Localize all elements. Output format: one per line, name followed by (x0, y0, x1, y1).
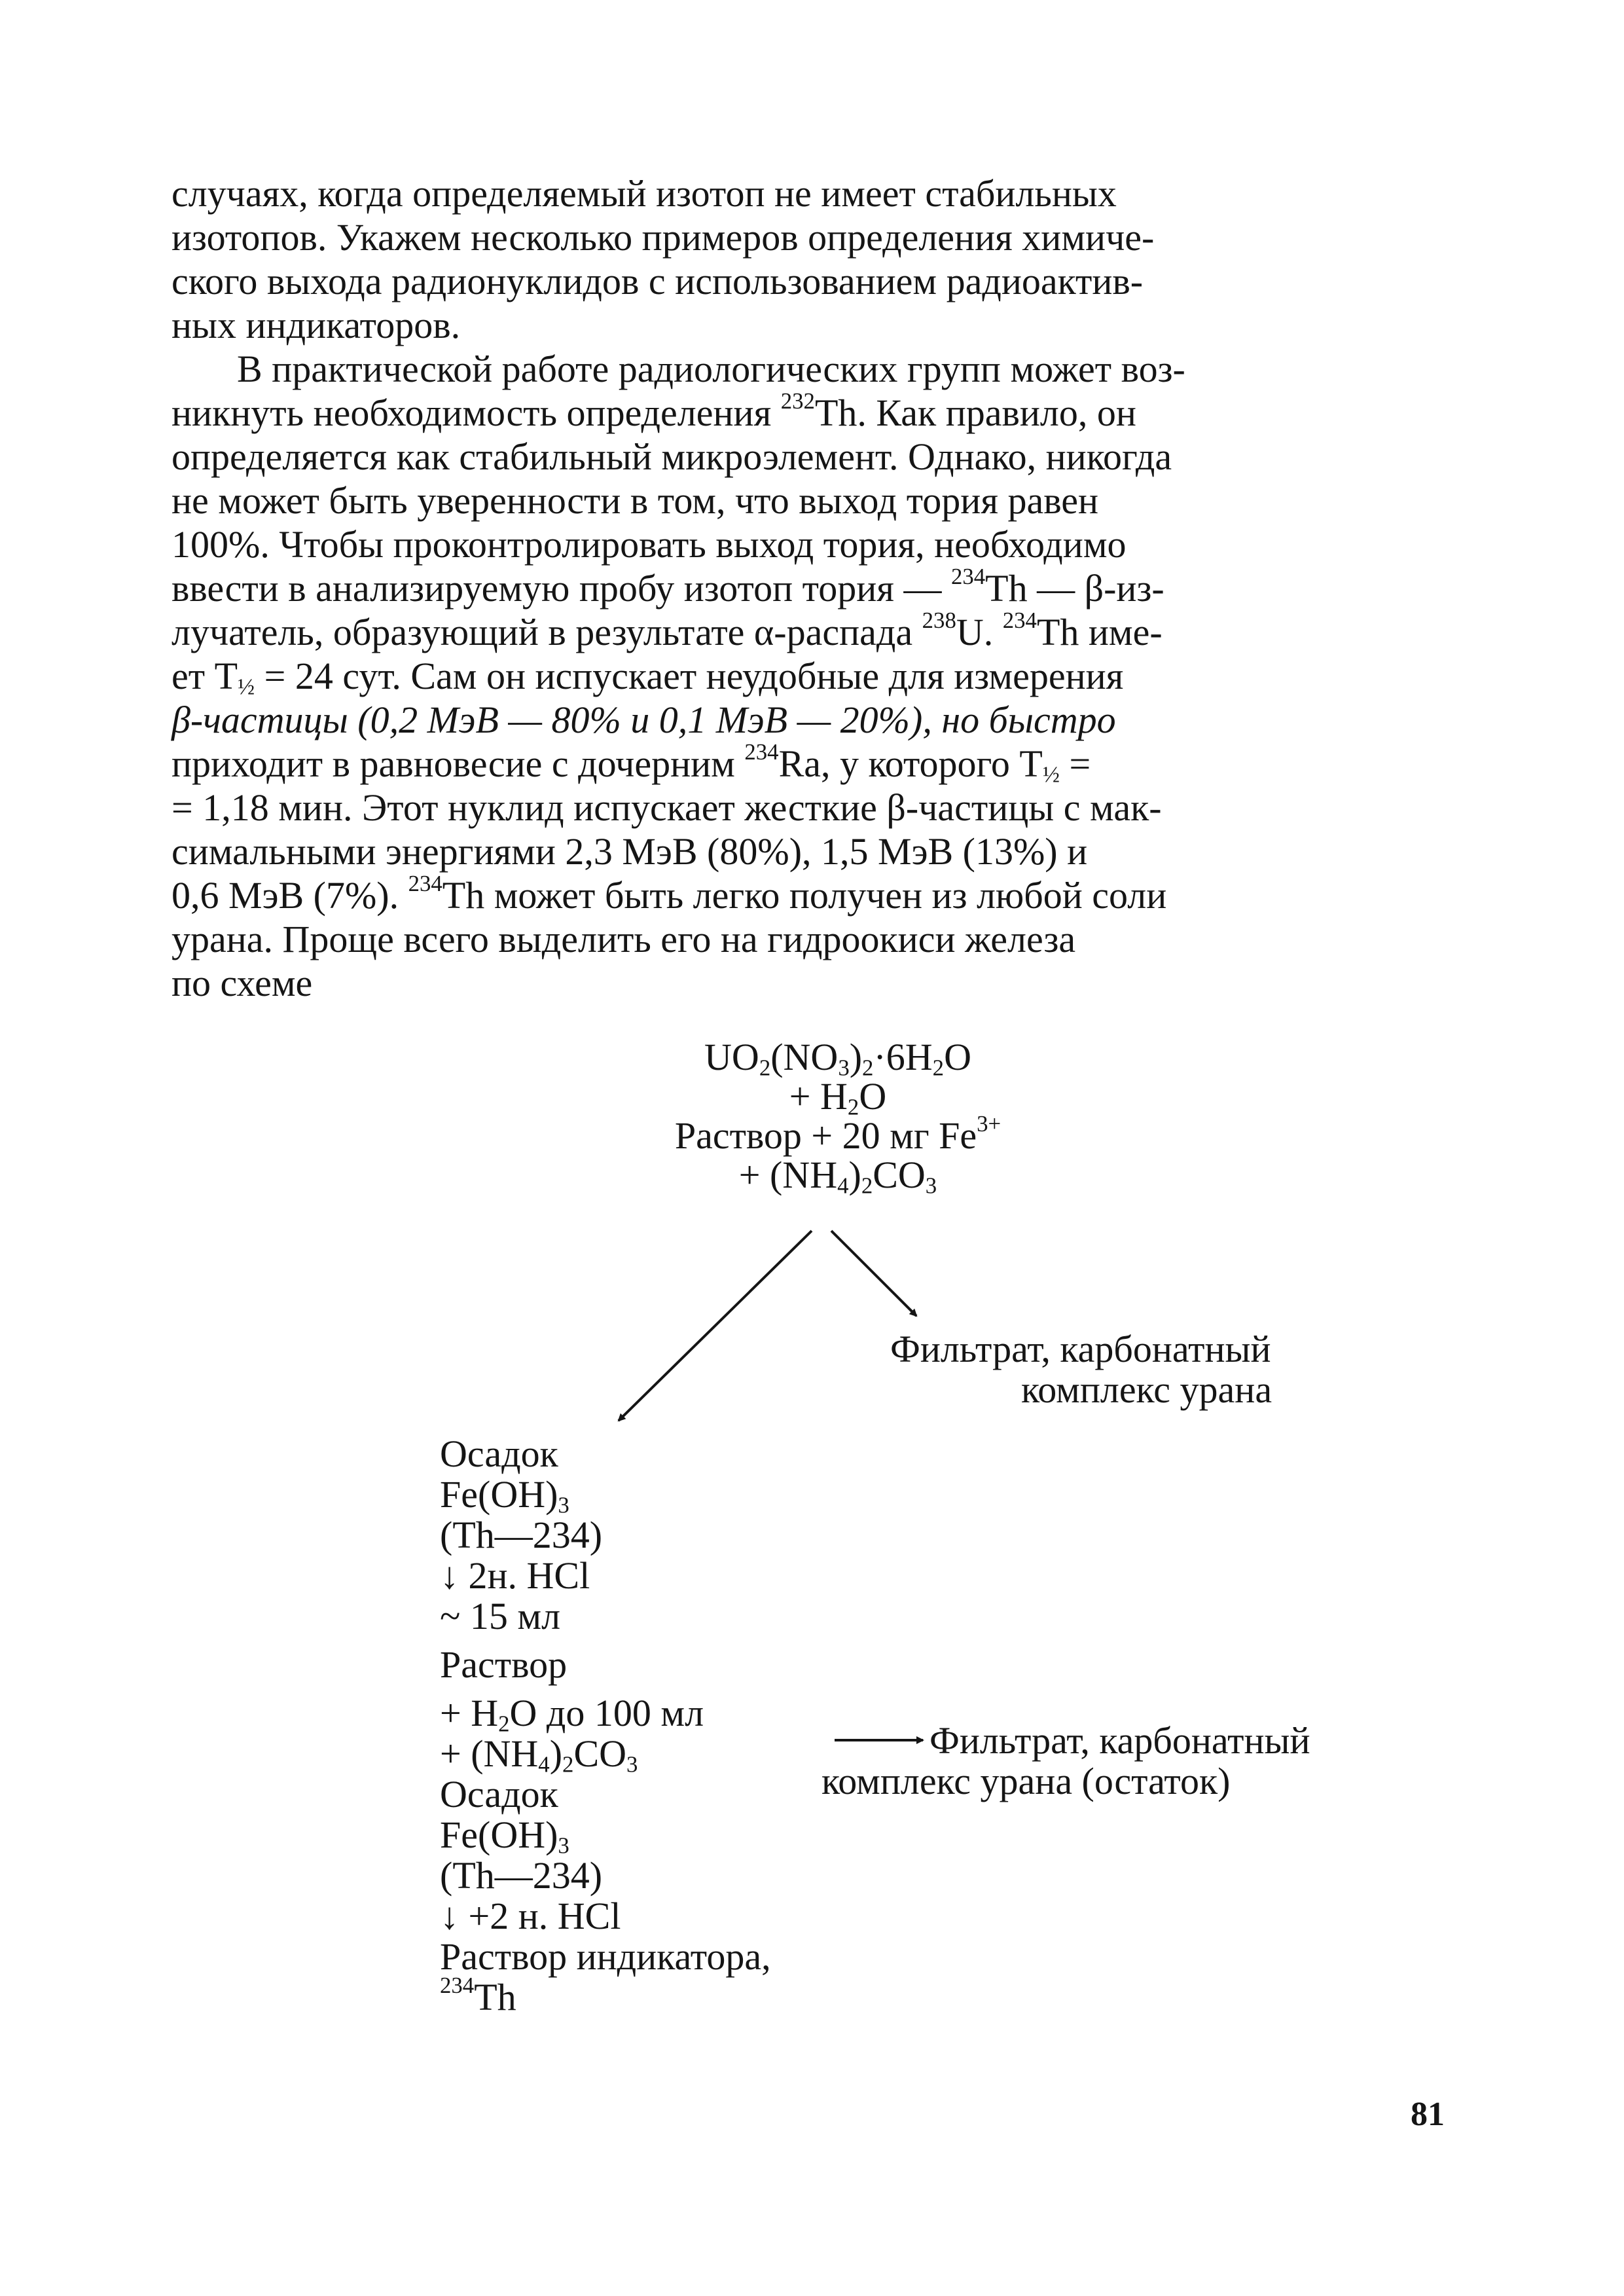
text-line: урана. Проще всего выделить его на гидроокиси железа (171, 918, 1076, 960)
uranyl-nitrate: $UO_2(NO_3)_2\cdot 6H_2O$ (704, 1036, 971, 1081)
text-line: = 1,18 мин. Этот нуклид испускает жесткие β-частицы с мак- (171, 786, 1162, 829)
filtrate-label-2: Фильтрат, карбонатный (929, 1719, 1310, 1762)
text-line: изотопов. Укажем несколько примеров определения химиче- (171, 216, 1155, 259)
mass-number: 238 (922, 607, 956, 633)
ammonium-carbonate-step-2: + $(NH_4)_2CO_3$ (440, 1732, 638, 1777)
text-line: ввести в анализируемую пробу изотоп тория — $^{234}$Th — β-из- (171, 563, 1164, 610)
text-line: В практической работе радиологических групп может воз- (237, 348, 1185, 390)
page-number: 81 (1411, 2096, 1445, 2133)
hydroxide-label-2: $Fe(OH)_3$ (440, 1813, 569, 1859)
solution-step: Раствор + 20 мг $Fe^{3+}$ (674, 1110, 1001, 1157)
text-line: случаях, когда определяемый изотоп не имеет стабильных (171, 172, 1117, 215)
text-line: не может быть уверенности в том, что выход тория равен (171, 479, 1099, 522)
text-line: 100%. Чтобы проконтролировать выход тория, необходимо (171, 523, 1127, 566)
hydroxide-label: $Fe(OH)_3$ (440, 1473, 569, 1518)
text-line: приходит в равновесие с дочерним $^{234}$Ra, у которого $T_{\frac{1}{2}}$ = (171, 738, 1091, 788)
dilute-step: + $H_2O$ до 100 мл (440, 1692, 704, 1737)
final-product-label: $^{234}$Th (440, 1972, 516, 2018)
mass-number: 234 (950, 563, 986, 589)
text-line: по схеме (171, 962, 313, 1004)
solution-label: Раствор (440, 1643, 568, 1686)
mass-number: 234 (408, 870, 442, 896)
thorium-label: (Th—234) (440, 1514, 603, 1556)
arrow-to-filtrate (831, 1231, 916, 1316)
arrow-to-precipitate (619, 1231, 812, 1421)
ammonium-carbonate-step: + $(NH_4)_2CO_3$ (738, 1154, 937, 1199)
text-line: ет $T_{\frac{1}{2}} = 24$ сут. Сам он испускает неудобные для измерения (171, 655, 1124, 700)
filtrate-branch (890, 1329, 1272, 1410)
precipitate-label-2: Осадок (440, 1773, 558, 1815)
text-line: лучатель, образующий в результате α-распада $^{238}$U. $^{234}$Th име- (171, 607, 1163, 653)
text-line: β-частицы (0,2 МэВ — 80% и 0,1 МэВ — 20%), но быстро (171, 699, 1116, 741)
mass-number: 234 (744, 738, 779, 765)
text-line: определяется как стабильный микроэлемент. Однако, никогда (171, 435, 1172, 478)
text-line: никнуть необходимость определения $^{232}$Th. Как правило, он (171, 388, 1136, 434)
filtrate-branch-2 (821, 1719, 1310, 1802)
volume-label: ~ 15 мл (440, 1595, 561, 1637)
thorium-label-2: (Th—234) (440, 1854, 603, 1897)
text-line: ных индикаторов. (171, 304, 461, 346)
hcl-step: ↓ 2н. HCl (440, 1554, 590, 1597)
mass-number: 234 (1002, 607, 1037, 633)
mass-number: 232 (780, 388, 815, 414)
indicator-solution-label: Раствор индикатора, (440, 1935, 771, 1978)
text-line: 0,6 МэВ (7%). $^{234}$Th может быть легко получен из любой соли (171, 870, 1167, 917)
add-water-step: + $H_2O$ (789, 1075, 887, 1120)
half-life-subscript: ½ (1042, 761, 1060, 788)
uranium-complex-remainder-label: комплекс урана (остаток) (821, 1760, 1231, 1802)
half-life-subscript: ½ (238, 674, 255, 700)
hcl-step-2: ↓ +2 н. HCl (440, 1895, 621, 1937)
uranium-complex-label: комплекс урана (1021, 1368, 1272, 1411)
precipitate-label: Осадок (440, 1432, 558, 1475)
filtrate-label: Фильтрат, карбонатный (890, 1328, 1271, 1370)
text-line: ского выхода радионуклидов с использованием радиоактив- (171, 260, 1144, 302)
text-line: симальными энергиями 2,3 МэВ (80%), 1,5 МэВ (13%) и (171, 830, 1088, 873)
precipitate-branch (440, 1434, 771, 2018)
